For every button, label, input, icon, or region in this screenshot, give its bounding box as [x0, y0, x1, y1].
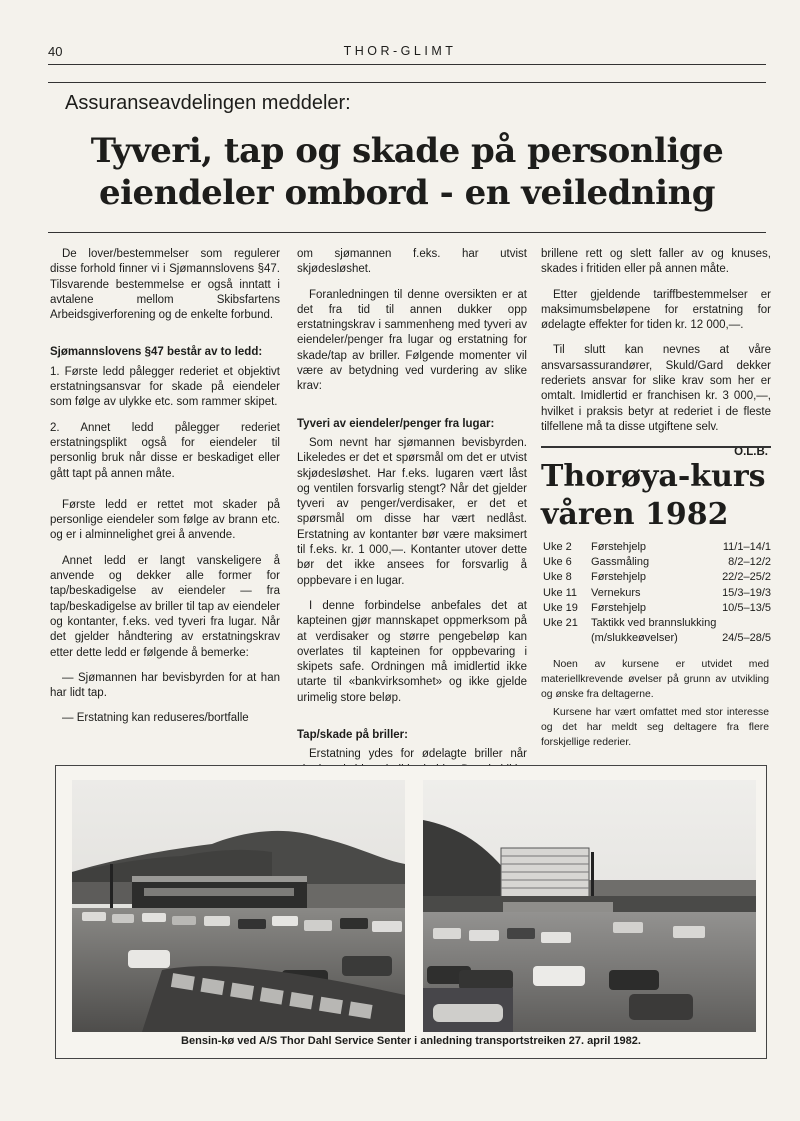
- course-week: Uke 19: [543, 601, 578, 614]
- photo-caption: Bensin-kø ved A/S Thor Dahl Service Senter i anledning transportstreiken 27. april 1982.: [181, 1035, 641, 1047]
- course-name: Førstehjelp: [591, 601, 647, 614]
- paragraph: Til slutt kan nevnes at våre ansvarsassurandører, Skuld/Gard dekker rederiets ansvar for slike krav som her er omtalt. Imidlertid er franchisen kr. 3 000,—, hvilket i praksis betyr at rederiet i de fleste tilfellene må ta disse utgiftene selv.: [541, 344, 771, 433]
- course-week: Uke 11: [543, 586, 578, 599]
- course-dates: 22/2–25/2: [722, 571, 771, 584]
- courses-table: [543, 540, 771, 646]
- article-column-3: [541, 247, 771, 461]
- course-row: [543, 631, 771, 646]
- courses-rule: [541, 446, 771, 448]
- course-name: Vernekurs: [591, 586, 641, 599]
- course-week: Uke 2: [543, 541, 572, 553]
- paragraph: 2. Annet ledd pålegger rederiet erstatningsplikt også for eiendeler til personlig bruk når disse er beskadiget eller gått tapt på annen måte.: [50, 421, 280, 480]
- article-title-line-1: Tyveri, tap og skade på personlige: [90, 131, 724, 171]
- header-rule: [48, 82, 766, 83]
- course-week: Uke 8: [543, 571, 572, 584]
- course-name: Førstehjelp: [591, 541, 647, 553]
- course-row: [543, 586, 771, 601]
- course-dates: [720, 616, 771, 631]
- course-dates: 24/5–28/5: [722, 632, 771, 645]
- courses-note: Noen av kursene er utvidet med materiellkrevende øvelser på grunn av utvikling og ønske fra deltagerne.: [541, 659, 769, 701]
- article-kicker: Assuranseavdelingen meddeler:: [65, 92, 351, 114]
- paragraph: om sjømannen f.eks. har utvist skjødesløshet.: [297, 248, 527, 276]
- course-row: [543, 616, 771, 631]
- paragraph: Foranledningen til denne oversikten er at det fra tid til annen dukker opp erstatningskrav i sammenheng med tyveri av eiendeler/penger fra lugar og erstatning for skade/tap av briller. Følgende momenter vil være av betydning ved vurdering av slike krav:: [297, 288, 527, 393]
- article-title-line-2: eiendeler ombord - en veiledning: [98, 173, 716, 213]
- course-name: (m/slukkeøvelser): [591, 632, 678, 645]
- paragraph: I denne forbindelse anbefales det at kapteinen gjør mannskapet oppmerksom på at verdisaker og større pengebeløp kan overlates til kapteinen for oppbevaring i skipets safe. Ordningen må imidlertid ikke utarte til «bankvirksomhet» og ikke gjelde urimelig store beløp.: [297, 599, 527, 704]
- course-name: Gassmåling: [591, 556, 650, 569]
- subheading: Tyveri av eiendeler/penger fra lugar:: [297, 417, 495, 430]
- course-dates: 8/2–12/2: [728, 556, 771, 569]
- course-row: [543, 601, 771, 616]
- course-row: [543, 540, 771, 555]
- course-dates: 15/3–19/3: [722, 586, 771, 599]
- article-column-2: [297, 247, 527, 803]
- course-row: [543, 570, 771, 585]
- paragraph: Erstatning ydes for ødelagte briller når: [309, 748, 527, 761]
- subheading: Tap/skade på briller:: [297, 729, 408, 742]
- paragraph: Annet ledd er langt vanskeligere å anvende og dekker alle former for tap/beskadigelse av eiendeler — fra tap/beskadigelse av briller til tap av eiendeler og kontanter, f.eks. ved tyveri fra lugar. Når det gjelder håndtering av erstatningskrav etter dette ledd er følgende å bemerke:: [50, 554, 280, 659]
- paragraph: 1. Første ledd pålegger rederiet et objektivt erstatningsansvar for skade på eiendeler som følge av ulykke etc. som rammer skipet.: [50, 365, 280, 409]
- page-number: 40: [48, 44, 63, 59]
- paragraph: — Sjømannen har bevisbyrden for at han har lidt tap.: [50, 671, 280, 700]
- courses-note: Kursene har vært omfattet med stor interesse og det har meldt seg deltagere fra flere forskjellige rederier.: [541, 707, 769, 749]
- course-week: Uke 6: [543, 556, 572, 569]
- photo-service-center: [72, 780, 405, 1032]
- course-week: Uke 21: [543, 617, 578, 630]
- course-row: [543, 555, 771, 570]
- article-signature: O.L.B.: [734, 446, 768, 459]
- paragraph: brillene rett og slett faller av og knuses, skades i fritiden eller på annen måte.: [541, 248, 771, 276]
- course-name: Taktikk ved brannslukking: [591, 617, 717, 630]
- paragraph: Etter gjeldende tariffbestemmelser er maksimumsbeløpene for erstatning for ødelagte effekter for tiden kr. 12 000,—.: [541, 288, 771, 332]
- title-rule: [48, 232, 766, 233]
- course-dates: 10/5–13/5: [722, 601, 771, 614]
- courses-title: [541, 458, 771, 534]
- course-dates: 11/1–14/1: [722, 541, 771, 553]
- courses-title-line-2: våren 1982: [541, 497, 729, 532]
- course-name: Førstehjelp: [591, 571, 647, 584]
- paragraph: Som nevnt har sjømannen bevisbyrden. Likeledes er det et spørsmål om det er utvist skjødesløshet. Har f.eks. lugaren vært låst og ventilen forsvarlig stengt? Når det gjelder tyveri av penger/verdisaker, er det et spørsmål om disse har vært nedlåst. Erstatning av kontanter bør være maksimert til f.eks. kr. 1 000,—. Kontanter utover dette bør det ikke ansees for forsvarlig å oppbevare i en lugar.: [297, 436, 527, 587]
- courses-title-line-1: Thorøya-kurs: [541, 459, 766, 494]
- article-column-1: [50, 247, 280, 737]
- intro-paragraph: De lover/bestemmelser som regulerer disse forhold finner vi i Sjømannslovens §47. Tilsvarende bestemmelse er også inntatt i avtalene mellom Skibsfartens Arbeidsgiverforening og de enkelte forbund.: [50, 248, 280, 322]
- article-title: [48, 130, 766, 214]
- subheading: Sjømannslovens §47 består av to ledd:: [50, 346, 263, 359]
- paragraph: — Erstatning kan reduseres/bortfalle: [62, 712, 249, 725]
- course-week: [543, 631, 591, 646]
- photo-fuel-queue: [423, 780, 756, 1032]
- paragraph: Første ledd er rettet mot skader på personlige eiendeler som følge av brann etc. og er i alminnelighet grei å anvende.: [50, 498, 280, 542]
- running-head: THOR-GLIMT: [343, 44, 457, 58]
- top-rule: [48, 64, 766, 65]
